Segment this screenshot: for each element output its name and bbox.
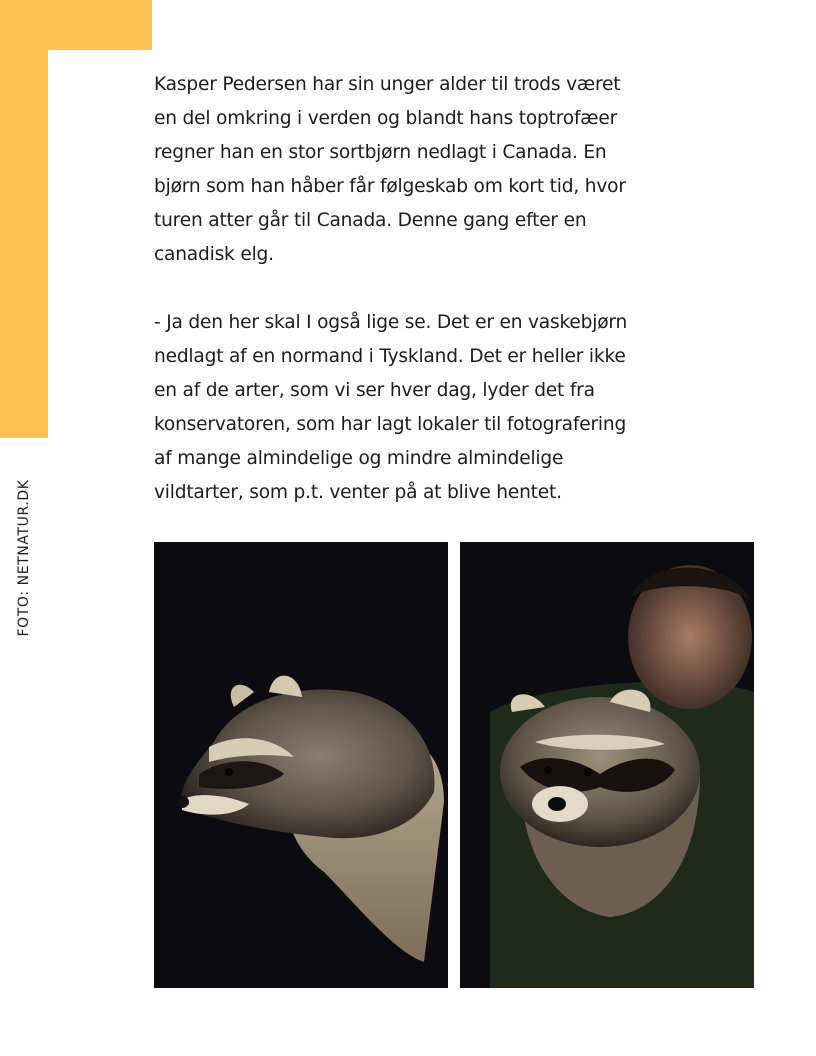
article-text <box>154 68 634 510</box>
accent-bar-side <box>0 0 48 438</box>
photo-credit: FOTO: NETNATUR.DK <box>16 479 32 637</box>
raccoon-front-with-man-photo <box>460 542 754 988</box>
paragraph-quote: - Ja den her skal I også lige se. Det er en vaskebjørn nedlagt af en normand i Tyskland. Det er heller ikke en af de arter, som vi ser hver dag, lyder det fra konservatoren, som har lagt lokaler til fotografering af mange almindelige og mindre almindelige vildtarter, som p.t. venter på at blive hentet. <box>154 312 628 503</box>
paragraph-intro: Kasper Pedersen har sin unger alder til trods været en del omkring i verden og blandt hans toptrofæer regner han en stor sortbjørn nedlagt i Canada. En bjørn som han håber får følgeskab om kort tid, hvor turen atter går til Canada. Denne gang efter en canadisk elg. <box>154 74 626 265</box>
raccoon-profile-photo <box>154 542 448 988</box>
